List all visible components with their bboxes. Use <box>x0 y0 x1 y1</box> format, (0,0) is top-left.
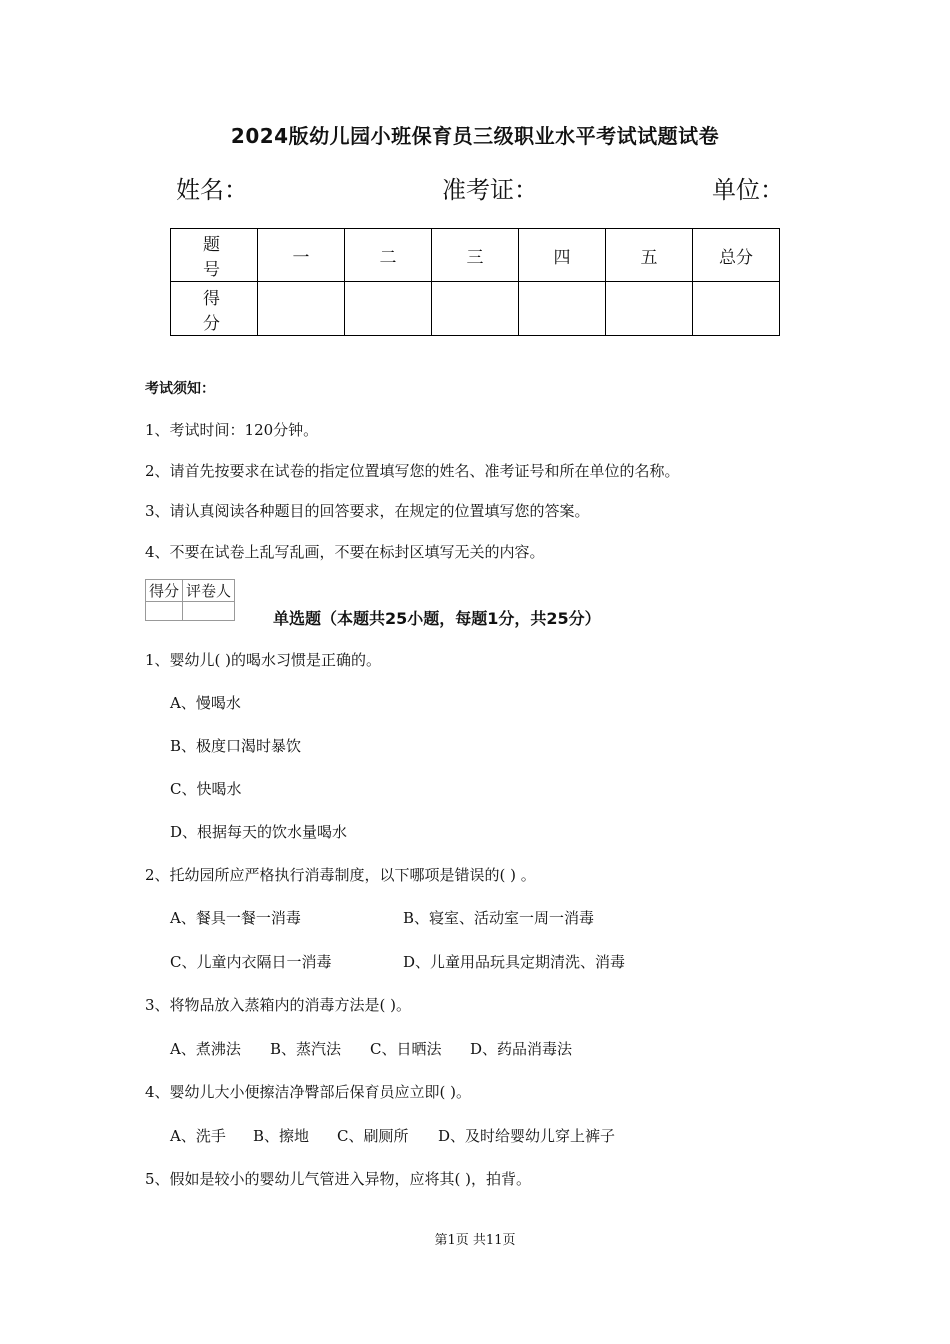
question-1-option-b: B、极度口渴时暴饮 <box>170 737 302 755</box>
section-5-header: 五 <box>606 229 693 282</box>
question-5-stem: 5、假如是较小的婴幼儿气管进入异物，应将其( )，拍背。 <box>145 1170 532 1188</box>
question-4-option-d: D、及时给婴幼儿穿上裤子 <box>438 1127 616 1145</box>
question-1-option-a: A、慢喝水 <box>170 694 241 712</box>
question-2-option-d: D、儿童用品玩具定期清洗、消毒 <box>403 953 626 971</box>
grader-score-cell[interactable] <box>146 602 183 621</box>
notice-item-2: 2、请首先按要求在试卷的指定位置填写您的姓名、准考证号和所在单位的名称。 <box>145 462 680 480</box>
notice-item-3: 3、请认真阅读各种题目的回答要求，在规定的位置填写您的答案。 <box>145 502 590 520</box>
question-3-option-a: A、煮沸法 <box>170 1040 241 1058</box>
exam-id-field-label: 准考证： <box>442 176 538 204</box>
question-4-option-b: B、擦地 <box>253 1127 310 1145</box>
grader-box <box>145 579 235 621</box>
question-2-stem: 2、托幼园所应严格执行消毒制度，以下哪项是错误的( ) 。 <box>145 866 536 884</box>
section-title: 单选题（本题共25小题，每题1分，共25分） <box>273 609 601 628</box>
question-2-option-c: C、儿童内衣隔日一消毒 <box>170 953 332 971</box>
score-cell-4[interactable] <box>519 282 606 336</box>
question-3-option-b: B、蒸汽法 <box>270 1040 342 1058</box>
score-cell-1[interactable] <box>258 282 345 336</box>
question-2-option-a: A、餐具一餐一消毒 <box>170 909 301 927</box>
score-table <box>170 228 780 336</box>
name-field-label: 姓名： <box>176 176 248 204</box>
question-4-option-a: A、洗手 <box>170 1127 226 1145</box>
notice-heading: 考试须知： <box>145 381 215 397</box>
section-3-header: 三 <box>432 229 519 282</box>
grader-name-cell[interactable] <box>183 602 235 621</box>
page-footer: 第1页 共11页 <box>434 1233 516 1248</box>
grader-name-label: 评卷人 <box>183 580 235 602</box>
notice-item-4: 4、不要在试卷上乱写乱画，不要在标封区填写无关的内容。 <box>145 543 545 561</box>
question-3-option-c: C、日晒法 <box>370 1040 442 1058</box>
score-table-header-row <box>171 229 780 282</box>
exam-title: 2024版幼儿园小班保育员三级职业水平考试试题试卷 <box>230 124 720 148</box>
section-2-header: 二 <box>345 229 432 282</box>
score-cell-5[interactable] <box>606 282 693 336</box>
question-3-stem: 3、将物品放入蒸箱内的消毒方法是( )。 <box>145 996 412 1014</box>
notice-item-1: 1、考试时间：120分钟。 <box>145 421 319 439</box>
question-4-stem: 4、婴幼儿大小便擦洁净臀部后保育员应立即( )。 <box>145 1083 472 1101</box>
grader-score-label: 得分 <box>146 580 183 602</box>
question-2-option-b: B、寝室、活动室一周一消毒 <box>403 909 595 927</box>
question-3-option-d: D、药品消毒法 <box>470 1040 573 1058</box>
question-1-option-d: D、根据每天的饮水量喝水 <box>170 823 348 841</box>
score-label: 得 分 <box>171 282 258 336</box>
score-cell-total[interactable] <box>693 282 780 336</box>
question-number-label: 题 号 <box>171 229 258 282</box>
question-1-stem: 1、婴幼儿( )的喝水习惯是正确的。 <box>145 651 382 669</box>
score-cell-3[interactable] <box>432 282 519 336</box>
score-table-score-row <box>171 282 780 336</box>
question-1-option-c: C、快喝水 <box>170 780 242 798</box>
total-header: 总分 <box>693 229 780 282</box>
score-cell-2[interactable] <box>345 282 432 336</box>
section-1-header: 一 <box>258 229 345 282</box>
unit-field-label: 单位： <box>712 176 784 204</box>
section-4-header: 四 <box>519 229 606 282</box>
question-4-option-c: C、刷厕所 <box>337 1127 409 1145</box>
